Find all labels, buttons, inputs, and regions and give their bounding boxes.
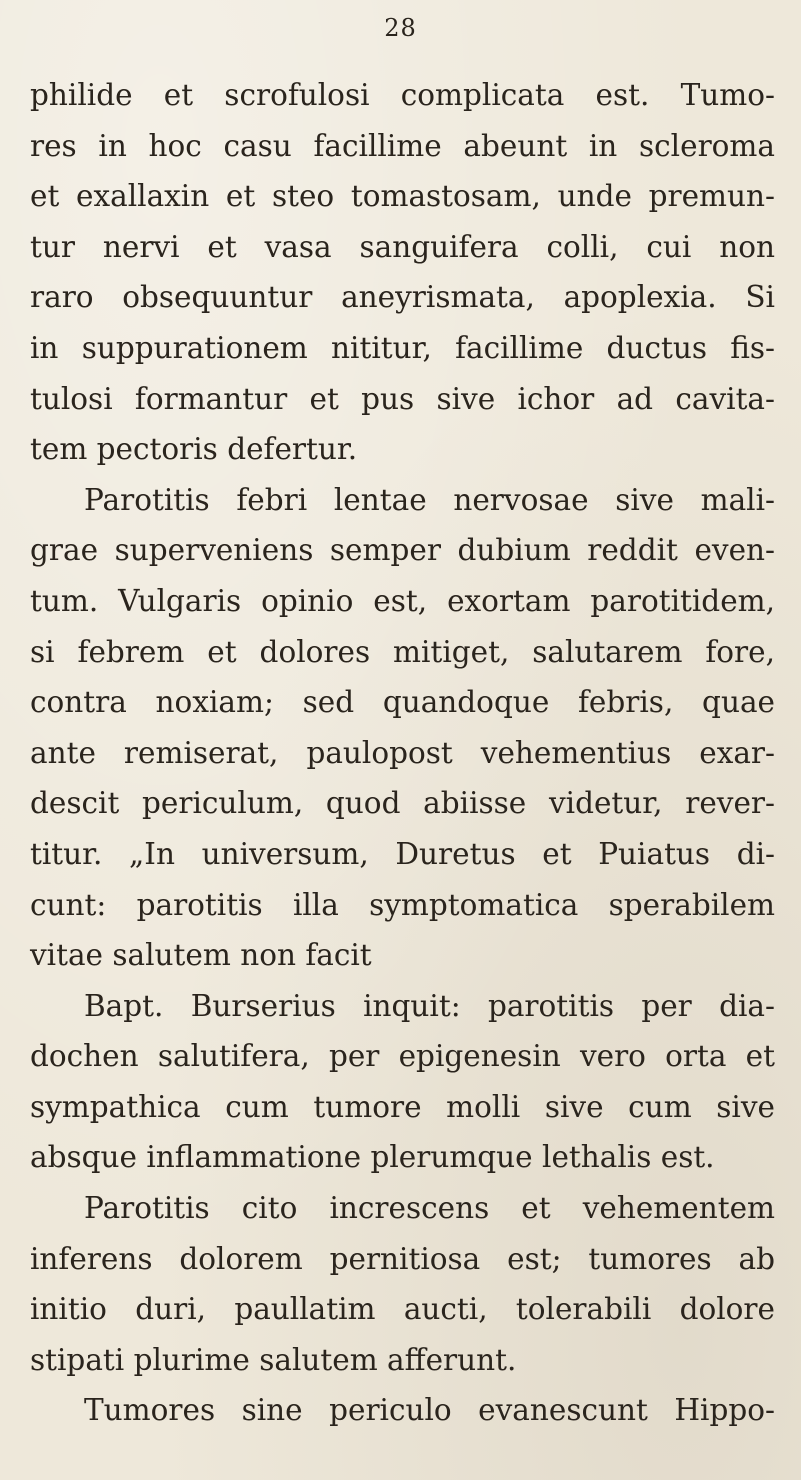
text-line: sympathica cum tumore molli sive cum sive <box>30 1089 775 1124</box>
text-line: absque inflammatione plerumque lethalis est. <box>30 1140 715 1175</box>
text-line: descit periculum, quod abiisse videtur, rever- <box>30 786 775 821</box>
text-line: Tumores sine periculo evanescunt Hippo- <box>84 1393 775 1428</box>
text-line: contra noxiam; sed quandoque febris, quae <box>30 685 775 720</box>
text-line: tulosi formantur et pus sive ichor ad cavita- <box>30 381 775 416</box>
text-line: Parotitis cito increscens et vehementem <box>84 1191 775 1226</box>
text-line: tum. Vulgaris opinio est, exortam parotitidem, <box>30 583 775 618</box>
text-line: Bapt. Burserius inquit: parotitis per dia- <box>84 988 775 1023</box>
text-line: res in hoc casu facillime abeunt in scleroma <box>30 128 775 163</box>
text-line: in suppurationem nititur, facillime ductus fis- <box>30 330 775 365</box>
text-line: si febrem et dolores mitiget, salutarem fore, <box>30 634 775 669</box>
body-text <box>30 70 775 1436</box>
text-line: et exallaxin et steo tomastosam, unde premun- <box>30 179 775 214</box>
text-line: philide et scrofulosi complicata est. Tumo- <box>30 78 775 112</box>
text-line: ante remiserat, paulopost vehementius exar- <box>30 735 775 770</box>
text-line: tem pectoris defertur. <box>30 432 358 467</box>
text-line: Parotitis febri lentae nervosae sive mali- <box>84 482 775 517</box>
text-line: inferens dolorem pernitiosa est; tumores ab <box>30 1241 775 1276</box>
text-line: vitae salutem non facit <box>30 938 372 973</box>
text-line: grae superveniens semper dubium reddit even- <box>30 533 775 568</box>
page-number: 28 <box>384 14 417 42</box>
text-line: initio duri, paullatim aucti, tolerabili dolore <box>30 1292 775 1327</box>
text-line: stipati plurime salutem afferunt. <box>30 1342 517 1377</box>
text-line: titur. „In universum, Duretus et Puiatus di- <box>30 836 775 871</box>
text-line: cunt: parotitis illa symptomatica sperabilem <box>30 887 775 922</box>
text-line: dochen salutifera, per epigenesin vero orta et <box>30 1039 775 1074</box>
text-line: raro obsequuntur aneyrismata, apoplexia. Si <box>30 280 775 315</box>
text-line: tur nervi et vasa sanguifera colli, cui non <box>30 229 775 264</box>
